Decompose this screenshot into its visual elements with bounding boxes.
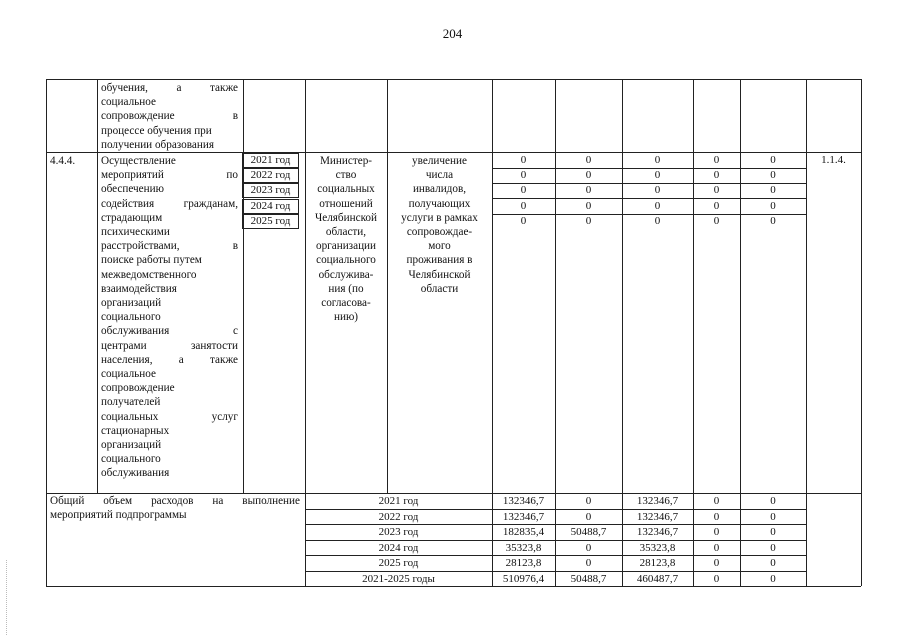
executor-line: согласова-: [321, 297, 371, 309]
item-name-line: социальное: [101, 368, 156, 380]
value-cell: 0: [585, 169, 592, 182]
indicator-line: Челябинской: [408, 268, 471, 281]
value-cell: 0: [585, 154, 592, 166]
value-cell: 0: [654, 184, 661, 197]
page-number: 204: [442, 26, 463, 41]
item-name-line: социального: [101, 453, 161, 466]
value-cell: 0: [713, 169, 720, 182]
table-border: [243, 79, 244, 493]
prev-row-name-line: сопровождение в: [101, 110, 238, 123]
prev-row-name-line: обучения, а также: [101, 82, 238, 94]
total-year-cell: 2024 год: [378, 541, 419, 554]
item-name-line: обеспечению: [101, 183, 164, 196]
indicator-line: услуги в рамках: [401, 211, 478, 224]
executor-line: социальных: [317, 183, 375, 196]
indicator-line: мого: [428, 240, 451, 253]
year-cell: 2022 год: [242, 168, 299, 183]
item-name-line: социальных услуг: [101, 410, 238, 423]
year-cell: 2023 год: [242, 183, 299, 198]
total-value-cell: 50488,7: [570, 526, 607, 538]
total-value-cell: 0: [713, 572, 720, 585]
value-cell: 0: [713, 214, 720, 227]
value-cell: 0: [654, 169, 661, 182]
total-value-cell: 0: [585, 541, 592, 554]
total-value-cell: 0: [713, 541, 720, 554]
value-cell: 0: [520, 184, 527, 197]
value-cell: 0: [520, 169, 527, 182]
item-name-line: сопровождение: [101, 382, 175, 395]
executor-line: ния (по: [328, 282, 364, 295]
value-cell: 0: [520, 214, 527, 227]
total-value-cell: 0: [770, 557, 776, 569]
value-cell: 0: [713, 199, 720, 212]
table-border: [693, 79, 694, 493]
item-name-line: расстройствами, в: [101, 240, 238, 253]
table-border: [492, 79, 493, 493]
table-border: [806, 493, 807, 586]
indicator-line: увеличение: [412, 155, 467, 167]
executor-line: социального: [316, 254, 376, 267]
value-cell: 0: [770, 214, 776, 227]
item-name-line: взаимодействия: [101, 282, 177, 295]
item-name-line: обслуживания: [101, 467, 170, 480]
executor-line: организации: [315, 240, 377, 253]
total-value-cell: 460487,7: [636, 572, 679, 585]
executor-line: Министер-: [319, 155, 373, 167]
value-cell: 0: [654, 154, 661, 166]
value-cell: 0: [654, 199, 661, 212]
scan-artifact-line: [6, 560, 7, 635]
total-year-cell: 2025 год: [378, 557, 419, 569]
value-cell: 0: [585, 184, 592, 197]
value-cell: 0: [585, 214, 592, 227]
item-name-line: организаций: [101, 439, 162, 451]
executor-line: отношений: [319, 197, 373, 210]
executor-line: обслужива-: [318, 268, 374, 281]
item-name-line: получателей: [101, 396, 161, 409]
value-cell: 0: [770, 169, 776, 182]
total-value-cell: 0: [770, 572, 776, 585]
indicator-line: получающих: [408, 197, 471, 210]
item-name-line: межведомственного: [101, 268, 197, 281]
year-cell: 2021 год: [242, 153, 299, 168]
total-value-cell: 510976,4: [502, 572, 545, 585]
total-value-cell: 35323,8: [639, 541, 676, 554]
total-value-cell: 132346,7: [636, 510, 679, 523]
total-value-cell: 0: [713, 510, 720, 523]
total-value-cell: 0: [585, 495, 592, 507]
value-cell: 0: [770, 199, 776, 212]
table-border: [46, 79, 47, 586]
item-name-line: организаций: [101, 297, 162, 309]
item-name-line: стационарных: [101, 424, 170, 437]
total-value-cell: 0: [585, 510, 592, 523]
item-name-line: мероприятий по: [101, 169, 238, 182]
value-cell: 0: [713, 154, 720, 166]
table-border: [622, 79, 623, 493]
indicator-line: сопровождае-: [406, 226, 473, 238]
total-label-line: Общий объем расходов на выполнение: [50, 495, 300, 507]
item-name-line: центрами занятости: [101, 339, 238, 352]
item-name-line: социального: [101, 311, 161, 324]
indicator-line: области: [420, 282, 459, 295]
total-value-cell: 182835,4: [502, 526, 545, 538]
executor-line: Челябинской: [314, 211, 378, 224]
total-value-cell: 0: [713, 526, 720, 538]
total-year-cell: 2021-2025 годы: [362, 572, 435, 585]
year-cell: 2024 год: [242, 199, 299, 214]
total-label-line: мероприятий подпрограммы: [50, 509, 187, 521]
total-year-cell: 2021 год: [378, 495, 419, 507]
executor-line: области,: [325, 226, 367, 238]
total-year-cell: 2023 год: [378, 526, 419, 538]
table-border: [97, 79, 98, 493]
table-border: [555, 79, 556, 493]
item-name-line: страдающим: [101, 211, 163, 224]
table-border: [46, 586, 861, 587]
year-cell: 2025 год: [242, 214, 299, 229]
indicator-line: числа: [425, 169, 454, 182]
total-value-cell: 0: [770, 495, 776, 507]
table-border: [861, 79, 862, 586]
value-cell: 0: [520, 199, 527, 212]
value-cell: 0: [713, 184, 720, 197]
prev-row-name-line: социальное: [101, 96, 156, 109]
link-number: 1.1.4.: [821, 154, 846, 166]
item-name-line: населения, а также: [101, 353, 238, 366]
total-value-cell: 132346,7: [502, 510, 545, 523]
total-value-cell: 0: [713, 495, 720, 507]
item-name-line: поиске работы путем: [101, 254, 202, 267]
table-border: [806, 79, 807, 493]
executor-line: нию): [333, 311, 359, 324]
value-cell: 0: [654, 214, 661, 227]
indicator-line: инвалидов,: [412, 183, 467, 196]
total-year-cell: 2022 год: [378, 510, 419, 523]
executor-line: ство: [335, 169, 357, 182]
total-value-cell: 132346,7: [636, 495, 679, 507]
value-cell: 0: [520, 154, 527, 166]
total-value-cell: 0: [770, 510, 776, 523]
item-name-line: обслуживания с: [101, 325, 238, 338]
item-number: 4.4.4.: [50, 155, 76, 167]
total-value-cell: 0: [770, 526, 776, 538]
value-cell: 0: [585, 199, 592, 212]
value-cell: 0: [770, 154, 776, 166]
value-cell: 0: [770, 184, 776, 197]
table-border: [740, 79, 741, 493]
total-value-cell: 35323,8: [505, 541, 542, 554]
item-name-line: содействия гражданам,: [101, 197, 238, 210]
prev-row-name-line: процессе обучения при: [101, 124, 212, 137]
indicator-line: проживания в: [406, 254, 473, 267]
prev-row-name-line: получении образования: [101, 138, 214, 151]
total-value-cell: 132346,7: [636, 526, 679, 538]
total-value-cell: 0: [713, 557, 720, 569]
total-value-cell: 28123,8: [639, 557, 676, 569]
total-value-cell: 0: [770, 541, 776, 554]
item-name-line: Осуществление: [101, 155, 176, 167]
table-border: [46, 79, 861, 80]
item-name-line: психическими: [101, 226, 170, 238]
total-value-cell: 0: [585, 557, 592, 569]
total-value-cell: 50488,7: [570, 572, 607, 585]
total-value-cell: 28123,8: [505, 557, 542, 569]
total-value-cell: 132346,7: [502, 495, 545, 507]
